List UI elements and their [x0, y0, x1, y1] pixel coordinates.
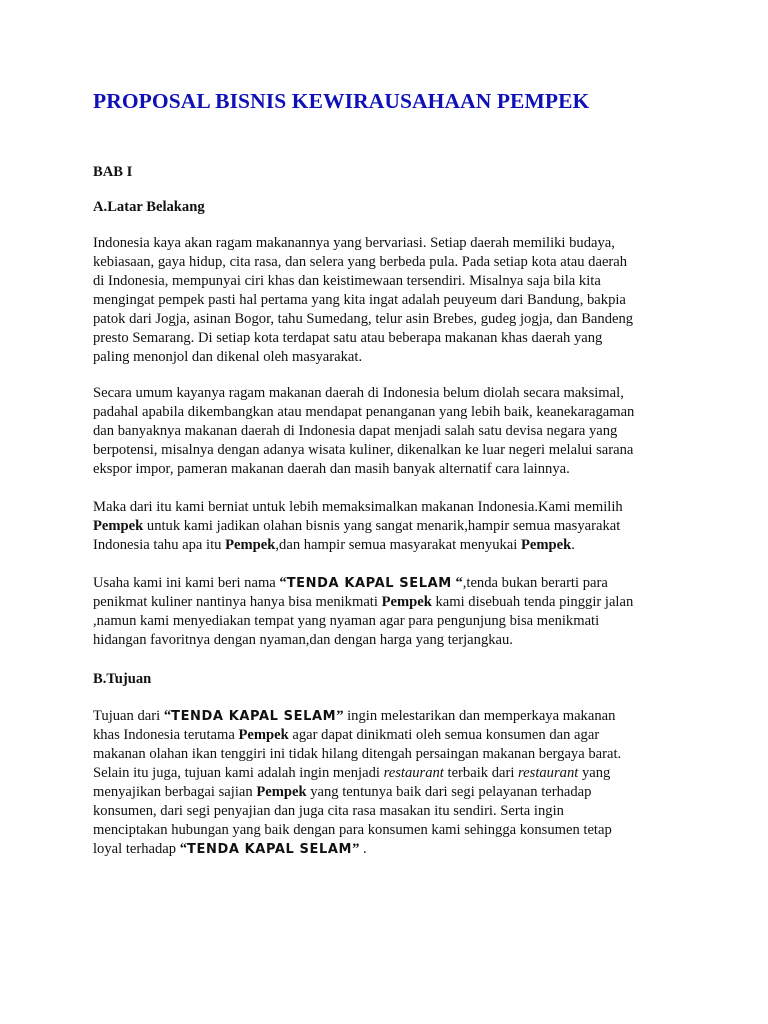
- paragraph-line: [93, 783, 683, 802]
- pempek-bold: Pempek: [520, 537, 572, 553]
- italic-term: restaurant: [383, 765, 444, 781]
- paragraph-line: patok dari Jogja, asinan Bogor, tahu Sumedang, telur asin Brebes, gudeg jogja, dan Bandeng: [93, 311, 634, 327]
- text-run: Usaha kami ini kami beri nama: [93, 575, 280, 591]
- paragraph-line: ,namun kami menyediakan tempat yang nyaman agar para pengunjung bisa menikmati: [93, 613, 600, 629]
- paragraph-line: menciptakan hubungan yang baik dengan para konsumen kami sehingga konsumen tetap: [93, 822, 612, 838]
- paragraph-1: [93, 234, 683, 367]
- text-run: Tujuan dari: [93, 708, 164, 724]
- pempek-bold: Pempek: [256, 784, 307, 800]
- paragraph-line: paling menonjol dan dikenal oleh masyarakat.: [93, 349, 363, 365]
- brand-name: TENDA KAPAL SELAM: [286, 576, 452, 591]
- quote-mark: ”: [336, 708, 344, 724]
- quote-mark: “: [163, 708, 172, 724]
- paragraph-3: [93, 498, 683, 555]
- pempek-bold: Pempek: [225, 537, 276, 553]
- paragraph-line: mengingat pempek pasti hal pertama yang kita ingat adalah peuyeum dari Bandung, bakpia: [93, 292, 626, 308]
- paragraph-line: di Indonesia, mempunyai ciri khas dan keistimewaan tersendiri. Misalnya saja bila kita: [93, 273, 601, 289]
- text-run: yang: [578, 765, 611, 781]
- document-title: PROPOSAL BISNIS KEWIRAUSAHAAN PEMPEK: [93, 89, 590, 113]
- paragraph-line: [93, 536, 683, 555]
- text-run: ,dan hampir semua masyarakat menyukai: [275, 537, 521, 553]
- quote-mark: “: [179, 841, 188, 857]
- paragraph-line: Secara umum kayanya ragam makanan daerah di Indonesia belum diolah secara maksimal,: [93, 385, 624, 401]
- quote-mark: ”: [352, 841, 360, 857]
- text-run: loyal terhadap: [93, 841, 180, 857]
- text-run: khas Indonesia terutama: [93, 727, 239, 743]
- text-run: agar dapat dinikmati oleh semua konsumen dan agar: [288, 727, 600, 743]
- paragraph-line: presto Semarang. Di setiap kota terdapat satu atau beberapa makanan khas daerah yang: [93, 330, 603, 346]
- quote-mark: “: [451, 575, 463, 591]
- paragraph-line: [93, 574, 683, 593]
- paragraph-line: berpotensi, misalnya dengan adanya wisata kuliner, dikenalkan ke luar negeri melalui sarana: [93, 442, 634, 458]
- italic-term: restaurant: [518, 765, 579, 781]
- text-run: .: [571, 537, 575, 553]
- paragraph-line: [93, 593, 683, 612]
- paragraph-line: [93, 764, 683, 783]
- chapter-heading: BAB I: [93, 164, 133, 180]
- paragraph-line: Maka dari itu kami berniat untuk lebih memaksimalkan makanan Indonesia.Kami memilih: [93, 499, 623, 515]
- pempek-bold: Pempek: [238, 727, 289, 743]
- pempek-bold: Pempek: [381, 594, 432, 610]
- text-run: .: [359, 841, 367, 857]
- section-heading-tujuan: B.Tujuan: [93, 671, 152, 687]
- paragraph-line: hidangan favoritnya dengan nyaman,dan dengan harga yang terjangkau.: [93, 632, 513, 648]
- paragraph-5: [93, 707, 683, 859]
- text-run: Indonesia tahu apa itu: [93, 537, 226, 553]
- paragraph-line: ekspor impor, pameran makanan daerah dan masih banyak alternatif cara lainnya.: [93, 461, 570, 477]
- pempek-bold: Pempek: [93, 518, 144, 534]
- brand-name: TENDA KAPAL SELAM: [187, 842, 353, 857]
- text-run: terbaik dari: [443, 765, 519, 781]
- paragraph-line: [93, 517, 683, 536]
- paragraph-line: [93, 707, 683, 726]
- quote-mark: “: [279, 575, 287, 591]
- paragraph-line: [93, 726, 683, 745]
- brand-name: TENDA KAPAL SELAM: [171, 709, 337, 724]
- text-run: kami disebuah tenda pinggir jalan: [431, 594, 634, 610]
- paragraph-line: Indonesia kaya akan ragam makanannya yang bervariasi. Setiap daerah memiliki budaya,: [93, 235, 615, 251]
- paragraph-2: [93, 384, 683, 479]
- section-heading-latar-belakang: A.Latar Belakang: [93, 199, 205, 215]
- text-run: penikmat kuliner nantinya hanya bisa menikmati: [93, 594, 382, 610]
- text-run: untuk kami jadikan olahan bisnis yang sangat menarik,hampir semua masyarakat: [143, 518, 621, 534]
- paragraph-line: [93, 840, 683, 859]
- paragraph-line: konsumen, dari segi penyajian dan juga cita rasa masakan itu sendiri. Serta ingin: [93, 803, 564, 819]
- text-run: ingin melestarikan dan memperkaya makanan: [343, 708, 616, 724]
- paragraph-line: padahal apabila dikembangkan atau mendapat penanganan yang lebih baik, keanekaragaman: [93, 404, 635, 420]
- paragraph-4: [93, 574, 683, 650]
- paragraph-line: dan banyaknya makanan daerah di Indonesia dapat menjadi salah satu devisa negara yang: [93, 423, 618, 439]
- text-run: menyajikan berbagai sajian: [93, 784, 257, 800]
- paragraph-line: makanan olahan ikan tenggiri ini tidak hilang ditengah persaingan makanan bergaya barat.: [93, 746, 622, 762]
- text-run: Selain itu juga, tujuan kami adalah ingin menjadi: [93, 765, 384, 781]
- text-run: ,tenda bukan berarti para: [462, 575, 608, 591]
- paragraph-line: kebiasaan, gaya hidup, cita rasa, dan selera yang berbeda pula. Pada setiap kota atau daerah: [93, 254, 628, 270]
- text-run: yang tentunya baik dari segi pelayanan terhadap: [306, 784, 592, 800]
